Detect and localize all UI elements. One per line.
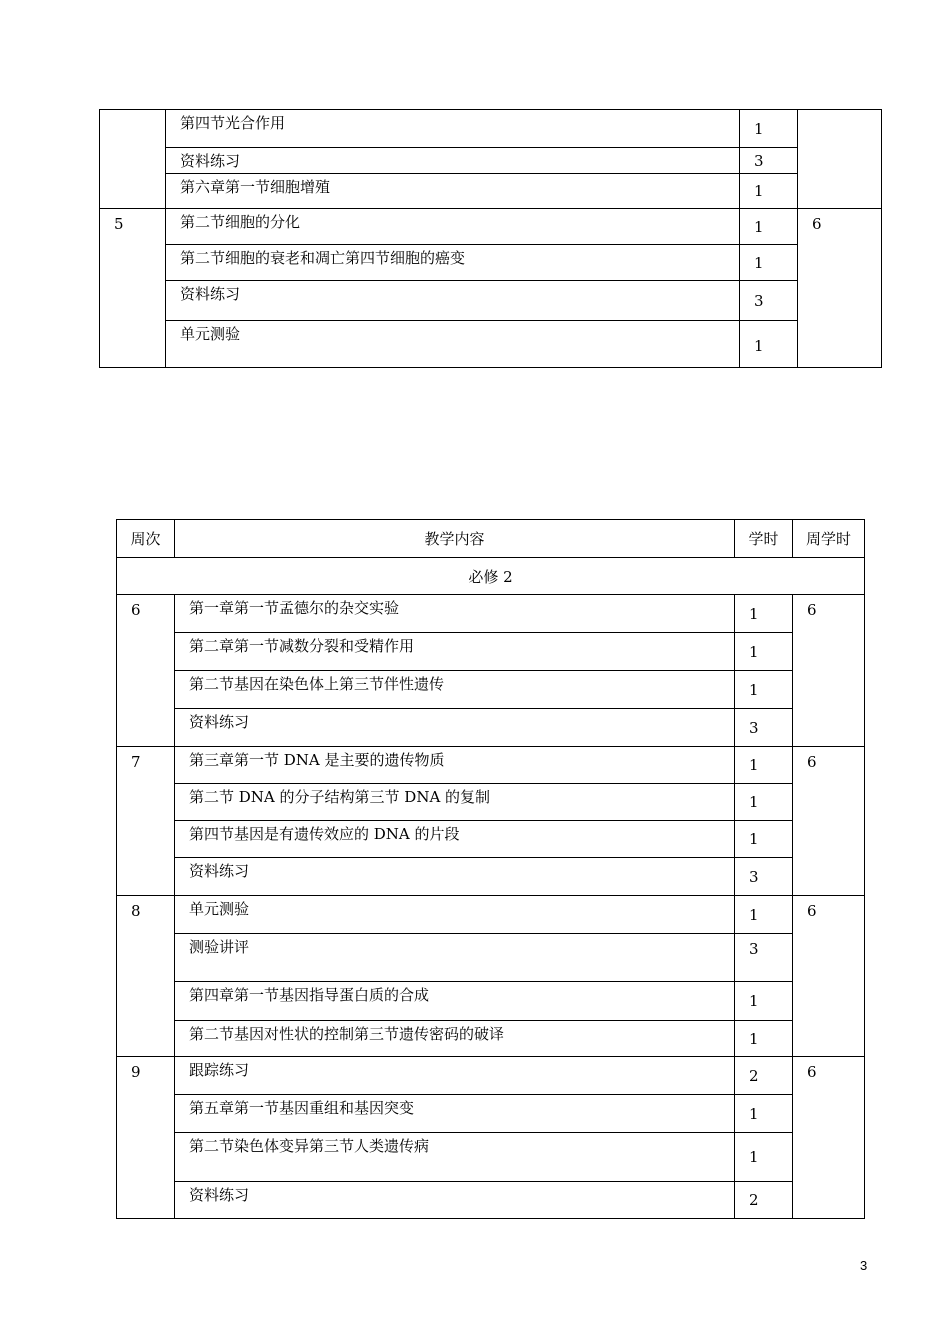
hours-cell: 1 — [735, 821, 793, 858]
subject-row: 必修 2 — [117, 558, 865, 595]
hours-cell: 1 — [735, 671, 793, 709]
hours-cell: 1 — [735, 1095, 793, 1133]
content-cell: 第二节细胞的分化 — [166, 209, 740, 245]
hours-cell: 1 — [740, 321, 798, 368]
content-cell: 第二节基因在染色体上第三节伴性遗传 — [175, 671, 735, 709]
header-weekly-hours: 周学时 — [793, 520, 865, 558]
hours-cell: 1 — [735, 595, 793, 633]
content-cell: 测验讲评 — [175, 934, 735, 982]
hours-cell: 3 — [735, 934, 793, 982]
content-cell: 第一章第一节孟德尔的杂交实验 — [175, 595, 735, 633]
weekly-hours: 6 — [798, 209, 882, 368]
weekly-hours: 6 — [793, 747, 865, 896]
content-cell: 第六章第一节细胞增殖 — [166, 174, 740, 209]
week-number: 6 — [117, 595, 175, 747]
content-cell: 单元测验 — [166, 321, 740, 368]
hours-cell: 1 — [735, 633, 793, 671]
content-cell: 第二节 DNA 的分子结构第三节 DNA 的复制 — [175, 784, 735, 821]
schedule-table-continued — [99, 109, 882, 368]
weekly-hours: 6 — [793, 595, 865, 747]
hours-cell: 1 — [740, 209, 798, 245]
week-number: 5 — [100, 209, 166, 368]
week-number: 7 — [117, 747, 175, 896]
content-cell: 资料练习 — [166, 281, 740, 321]
hours-cell: 3 — [735, 709, 793, 747]
content-cell: 单元测验 — [175, 896, 735, 934]
weekly-hours: 6 — [793, 1057, 865, 1219]
page-number: 3 — [860, 1258, 868, 1273]
content-cell: 资料练习 — [175, 1182, 735, 1219]
hours-cell: 3 — [740, 148, 798, 174]
hours-cell: 1 — [740, 245, 798, 281]
header-hours: 学时 — [735, 520, 793, 558]
content-cell: 第二节细胞的衰老和凋亡第四节细胞的癌变 — [166, 245, 740, 281]
header-week: 周次 — [117, 520, 175, 558]
content-cell: 第四节基因是有遗传效应的 DNA 的片段 — [175, 821, 735, 858]
content-cell: 跟踪练习 — [175, 1057, 735, 1095]
weekly-hours: 6 — [793, 896, 865, 1057]
week-number: 9 — [117, 1057, 175, 1219]
hours-cell: 1 — [735, 1133, 793, 1182]
content-cell: 资料练习 — [175, 709, 735, 747]
hours-cell: 3 — [735, 858, 793, 896]
hours-cell: 2 — [735, 1057, 793, 1095]
hours-cell: 1 — [735, 1021, 793, 1057]
header-row — [117, 520, 865, 558]
week-number: 8 — [117, 896, 175, 1057]
schedule-table — [116, 519, 865, 1219]
week-cell-empty — [100, 110, 166, 209]
hours-cell: 1 — [735, 747, 793, 784]
hours-cell: 1 — [735, 982, 793, 1021]
hours-cell: 1 — [735, 784, 793, 821]
content-cell: 第四章第一节基因指导蛋白质的合成 — [175, 982, 735, 1021]
hours-cell: 1 — [740, 110, 798, 148]
hours-cell: 1 — [735, 896, 793, 934]
content-cell: 第四节光合作用 — [166, 110, 740, 148]
content-cell: 第二节染色体变异第三节人类遗传病 — [175, 1133, 735, 1182]
hours-cell: 3 — [740, 281, 798, 321]
content-cell: 第五章第一节基因重组和基因突变 — [175, 1095, 735, 1133]
content-cell: 第三章第一节 DNA 是主要的遗传物质 — [175, 747, 735, 784]
content-cell: 第二章第一节减数分裂和受精作用 — [175, 633, 735, 671]
header-content: 教学内容 — [175, 520, 735, 558]
hours-cell: 1 — [740, 174, 798, 209]
hours-cell: 2 — [735, 1182, 793, 1219]
content-cell: 资料练习 — [166, 148, 740, 174]
content-cell: 资料练习 — [175, 858, 735, 896]
content-cell: 第二节基因对性状的控制第三节遗传密码的破译 — [175, 1021, 735, 1057]
weekly-hours-cell-empty — [798, 110, 882, 209]
